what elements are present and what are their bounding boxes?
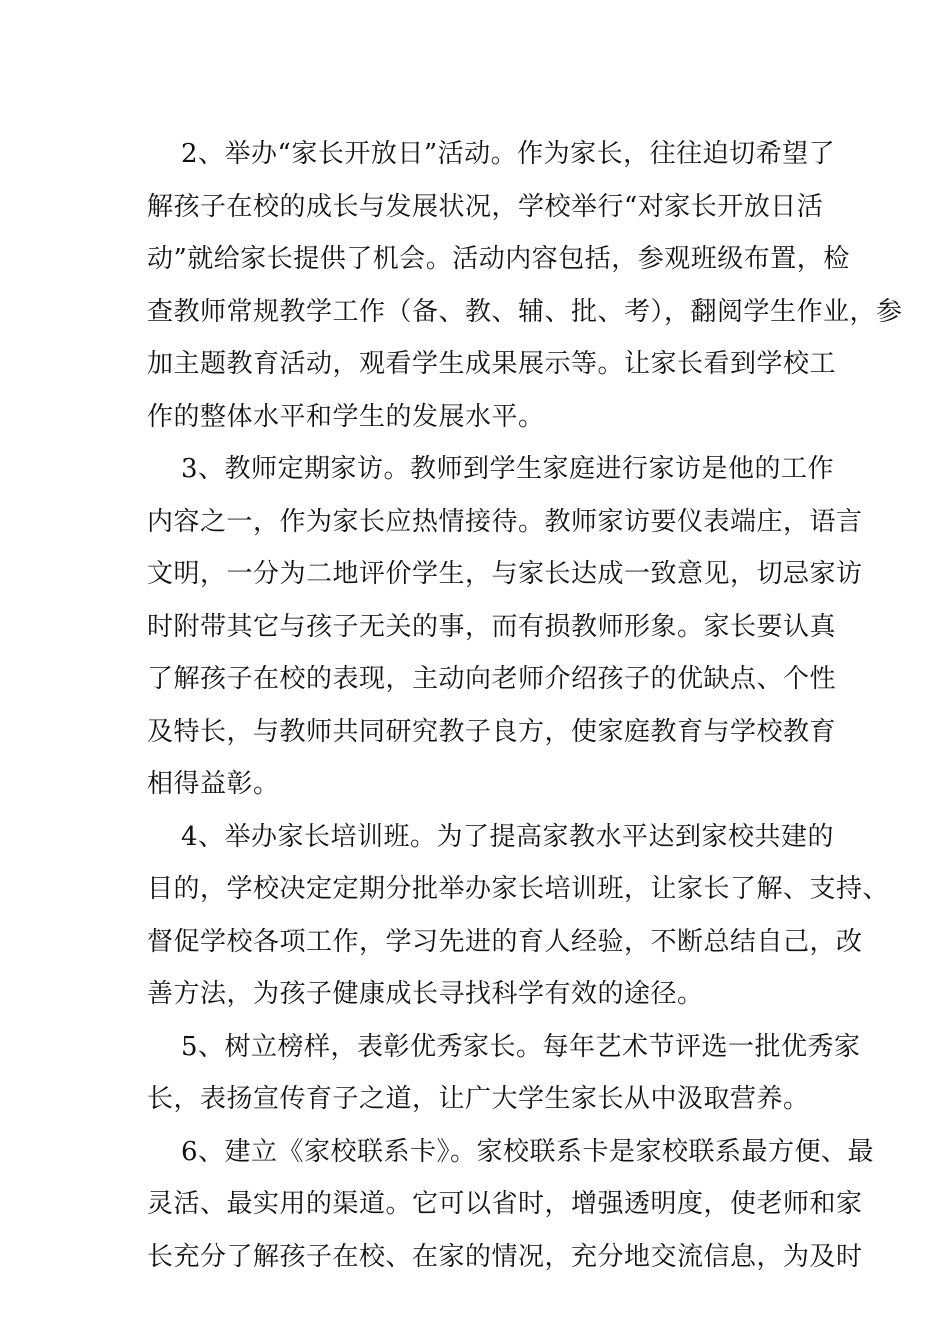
- paragraph-6-line-2: 灵活、最实用的渠道。它可以省时，增强透明度，使老师和家: [147, 1189, 863, 1219]
- paragraph-4-line-4: 善方法，为孩子健康成长寻找科学有效的途径。: [147, 979, 704, 1009]
- paragraph-3-line-5: 了解孩子在校的表现，主动向老师介绍孩子的优缺点、个性: [147, 664, 837, 694]
- paragraph-2-line-6: 作的整体水平和学生的发展水平。: [147, 401, 545, 432]
- paragraph-2-line-2: 解孩子在校的成长与发展状况，学校举行“对家长开放日活: [147, 191, 824, 222]
- paragraph-2-line-4: 查教师常规教学工作（备、教、辅、批、考），翻阅学生作业，参: [147, 296, 903, 327]
- paragraph-4-line-2: 目的，学校决定定期分批举办家长培训班，让家长了解、支持、: [147, 874, 890, 904]
- paragraph-3-line-1: 3、教师定期家访。教师到学生家庭进行家访是他的工作: [181, 454, 835, 484]
- paragraph-3-line-4: 时附带其它与孩子无关的事，而有损教师形象。家长要认真: [147, 611, 837, 642]
- paragraph-3-line-2: 内容之一，作为家长应热情接待。教师家访要仪表端庄，语言: [147, 506, 863, 537]
- paragraph-3-line-3: 文明，一分为二地评价学生，与家长达成一致意见，切忌家访: [147, 559, 863, 589]
- paragraph-5-line-2: 长，表扬宣传育子之道，让广大学生家长从中汲取营养。: [147, 1084, 810, 1114]
- body-text: [147, 128, 903, 1283]
- paragraph-6-line-3: 长充分了解孩子在校、在家的情况，充分地交流信息，为及时: [147, 1241, 863, 1272]
- paragraph-4-line-1: 4、举办家长培训班。为了提高家教水平达到家校共建的: [181, 821, 835, 852]
- paragraph-2-line-5: 加主题教育活动，观看学生成果展示等。让家长看到学校工: [147, 349, 837, 379]
- paragraph-2-line-3: 动”就给家长提供了机会。活动内容包括，参观班级布置，检: [147, 244, 850, 274]
- paragraph-5-line-1: 5、树立榜样，表彰优秀家长。每年艺术节评选一批优秀家: [181, 1031, 861, 1062]
- paragraph-2-line-1: 2、举办“家长开放日”活动。作为家长，往往迫切希望了: [181, 139, 836, 169]
- paragraph-4-line-3: 督促学校各项工作，学习先进的育人经验，不断总结自己，改: [147, 926, 863, 957]
- paragraph-6-line-1: 6、建立《家校联系卡》。家校联系卡是家校联系最方便、最: [181, 1136, 875, 1167]
- paragraph-3-line-6: 及特长，与教师共同研究教子良方，使家庭教育与学校教育: [147, 716, 837, 747]
- paragraph-3-line-7: 相得益彰。: [147, 769, 280, 799]
